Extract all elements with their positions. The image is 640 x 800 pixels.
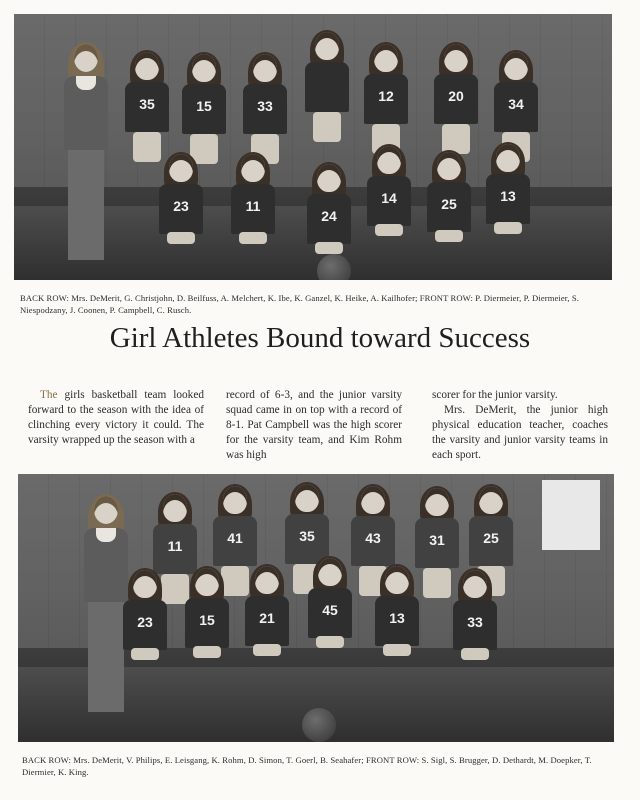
- jersey-number: 20: [434, 74, 478, 124]
- player-front-1: [154, 154, 208, 244]
- jersey-number: 11: [153, 524, 197, 574]
- jersey-number: 13: [486, 174, 530, 224]
- article-column-1: [28, 388, 204, 448]
- article-col2-text: record of 6-3, and the junior varsity squad came in on top with a record of 8-1. Pat Campbell was the high scorer for the varsity team, and Kim Rohm was high: [226, 389, 402, 461]
- player-back-3: [238, 54, 292, 164]
- player-front-5: [370, 566, 424, 656]
- varsity-team-photo: [14, 14, 612, 280]
- player-back-6: [429, 44, 483, 154]
- jersey-number: 35: [285, 514, 329, 564]
- jersey-number: 14: [367, 176, 411, 226]
- article-col3-para2: Mrs. DeMerit, the junior high physical education teacher, coaches the varsity and junior varsity teams in each sport.: [432, 404, 608, 461]
- player-front-4: [303, 558, 357, 648]
- jersey-number: 12: [364, 74, 408, 124]
- article-column-2: [226, 388, 402, 463]
- jersey-number: 11: [231, 184, 275, 234]
- jersey-number: 24: [307, 194, 351, 244]
- player-front-2: [226, 154, 280, 244]
- jersey-number: 13: [375, 596, 419, 646]
- jersey-number: 25: [427, 182, 471, 232]
- jersey-number: 41: [213, 516, 257, 566]
- article-column-3: [432, 388, 608, 463]
- jersey-number: 33: [243, 84, 287, 134]
- player-front-5: [422, 152, 476, 242]
- player-back-4: [300, 32, 354, 142]
- player-front-6: [481, 144, 535, 234]
- player-front-6: [448, 570, 502, 660]
- player-back-1: [120, 52, 174, 162]
- basketball: [317, 254, 351, 280]
- player-front-3: [302, 164, 356, 254]
- player-front-3: [240, 566, 294, 656]
- jersey-number: 45: [308, 588, 352, 638]
- jersey-number: 15: [182, 84, 226, 134]
- player-front-1: [118, 570, 172, 660]
- bottom-photo-caption: BACK ROW: Mrs. DeMerit, V. Philips, E. Leisgang, K. Rohm, D. Simon, T. Goerl, B. Seahafer; FRONT ROW: S. Sigl, S. Brugger, D. Dethardt, M. Doepker, T. Diermier, K. King.: [22, 755, 592, 777]
- wall-window: [542, 480, 600, 550]
- jersey-number: [305, 62, 349, 112]
- jersey-number: 35: [125, 82, 169, 132]
- jersey-number: 23: [159, 184, 203, 234]
- basketball: [302, 708, 336, 742]
- player-front-2: [180, 568, 234, 658]
- jersey-number: 43: [351, 516, 395, 566]
- jersey-number: 21: [245, 596, 289, 646]
- jersey-number: 23: [123, 600, 167, 650]
- article-col3-para1: scorer for the junior varsity.: [432, 389, 558, 401]
- jersey-number: 15: [185, 598, 229, 648]
- junior-varsity-team-photo: [18, 474, 614, 742]
- article-headline: Girl Athletes Bound toward Success: [109, 322, 531, 354]
- article-lead-word: The: [40, 389, 58, 401]
- jersey-number: 34: [494, 82, 538, 132]
- player-back-5: [359, 44, 413, 154]
- jersey-number: 25: [469, 516, 513, 566]
- coach-figure: [58, 44, 114, 264]
- player-front-4: [362, 146, 416, 236]
- jersey-number: 31: [415, 518, 459, 568]
- jersey-number: 33: [453, 600, 497, 650]
- player-back-2: [177, 54, 231, 164]
- top-photo-caption: BACK ROW: Mrs. DeMerit, G. Christjohn, D. Beilfuss, A. Melchert, K. Ibe, K. Ganzel, K. Heike, A. Kailhofer; FRONT ROW: P. Diermeier, P. Diermeier, S. Niespodzany, J. Coonen, P. Campbell, C. Rusch.: [20, 293, 580, 315]
- article-col1-text: girls basketball team looked forward to the season with the idea of clinching every victory it could. The varsity wrapped up the season with a: [28, 389, 204, 446]
